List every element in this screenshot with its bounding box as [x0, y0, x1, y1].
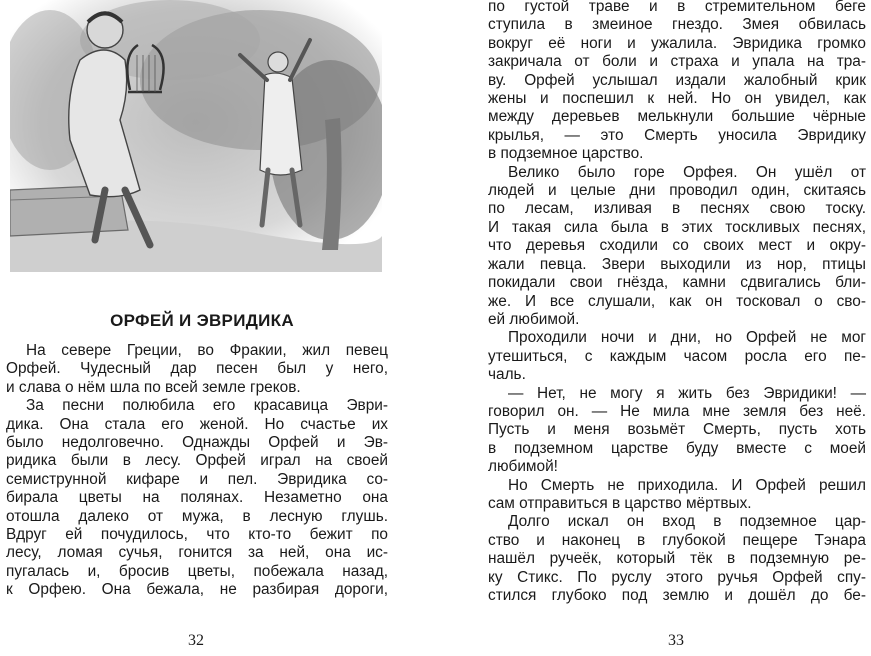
right-page: [420, 0, 871, 656]
left-page-body-text: [6, 342, 388, 600]
text-line: к Орфею. Она бежала, не разбирая дороги,: [6, 581, 388, 599]
text-line: в подземном царстве буду вместе с моей: [488, 439, 866, 457]
page-number-left: 32: [188, 632, 204, 649]
text-line: бирала цветы на полянах. Незаметно она: [6, 489, 388, 507]
text-line: лесу, ломая сучья, гонится за ней, она ис-: [6, 544, 388, 562]
left-page: [0, 0, 420, 656]
text-line: чаль.: [488, 366, 526, 384]
text-line: в подземное царство.: [488, 145, 644, 163]
text-line: И такая сила была в этих тоскливых песнях,: [488, 218, 866, 236]
text-line: Пусть и меня возьмёт Смерть, пусть хоть: [488, 421, 866, 439]
illustration-drawing: [10, 0, 382, 272]
text-line: За песни полюбила его красавица Эври-: [26, 397, 388, 415]
text-line: что деревья сходили со своих мест и окру-: [488, 237, 866, 255]
text-line: же. И все слушали, как он тосковал о сво-: [488, 292, 866, 310]
text-line: отошла далеко от мужа, в лесную глушь.: [6, 507, 388, 525]
right-page-body-text: [488, 0, 866, 605]
text-line: и слава о нём шла по всей земле греков.: [6, 378, 301, 396]
orpheus-eurydice-illustration: [10, 0, 382, 272]
text-line: — Нет, не могу я жить без Эвридики! —: [508, 384, 866, 402]
text-line: нашёл ручеёк, который тёк в подземную ре-: [488, 550, 866, 568]
text-line: утешиться, с каждым часом росла его пе-: [488, 347, 866, 365]
text-line: людей и целые дни проводил один, скитаясь: [488, 182, 866, 200]
text-line: Вдруг ей почудилось, что кто-то бежит по: [6, 526, 388, 544]
text-line: между деревьев мелькнули большие чёрные: [488, 108, 866, 126]
text-line: жены и поспешил к ней. Но он увидел, как: [488, 90, 866, 108]
text-line: Велико было горе Орфея. Он ушёл от: [508, 163, 866, 181]
text-line: семиструнной кифаре и пел. Эвридика со-: [6, 470, 388, 488]
text-line: говорил он. — Не мила мне земля без неё.: [488, 402, 866, 420]
text-line: ву. Орфей услышал издали жалобный крик: [488, 71, 866, 89]
text-line: ку Стикс. По руслу этого ручья Орфей спу-: [488, 568, 866, 586]
text-line: Орфей. Чудесный дар песен был у него,: [6, 360, 388, 378]
text-line: ступила в змеиное гнездо. Змея обвилась: [488, 16, 866, 34]
text-line: ство и наконец в глубокой пещере Тэнара: [488, 531, 866, 549]
text-line: стился глубоко под землю и дошёл до бе-: [488, 587, 866, 604]
text-line: Но Смерть не приходила. И Орфей решил: [508, 476, 866, 494]
text-line: покидали свои гнёзда, камни сдвигались бли-: [488, 274, 866, 292]
text-line: Долго искал он вход в подземное цар-: [508, 513, 866, 531]
text-line: по лесам, изливая в песнях свою тоску.: [488, 200, 866, 218]
text-line: вокруг её ноги и ужалила. Эвридика громко: [488, 34, 866, 52]
story-title: ОРФЕЙ И ЭВРИДИКА: [110, 311, 294, 330]
text-line: пугалась и, бросив цветы, побежала назад,: [6, 562, 388, 580]
text-line: ридика были в лесу. Орфей играл на своей: [6, 452, 388, 470]
text-line: сам отправиться в царство мёртвых.: [488, 494, 752, 512]
text-line: дика. Она стала его женой. Но счастье их: [6, 415, 388, 433]
text-line: жали певца. Звери выходили из нор, птицы: [488, 255, 866, 273]
text-line: любимой!: [488, 458, 558, 476]
page-number-right: 33: [668, 632, 684, 649]
text-line: по густой траве и в стремительном беге: [488, 0, 866, 15]
text-line: крылья, — это Смерть уносила Эвридику: [488, 126, 866, 144]
text-line: закричала от боли и страха и упала на тра-: [488, 53, 866, 71]
text-line: было недолговечно. Однажды Орфей и Эв-: [6, 434, 388, 452]
text-line: На севере Греции, во Фракии, жил певец: [26, 342, 388, 359]
text-line: ей любимой.: [488, 310, 580, 328]
text-line: Проходили ночи и дни, но Орфей не мог: [508, 329, 866, 347]
